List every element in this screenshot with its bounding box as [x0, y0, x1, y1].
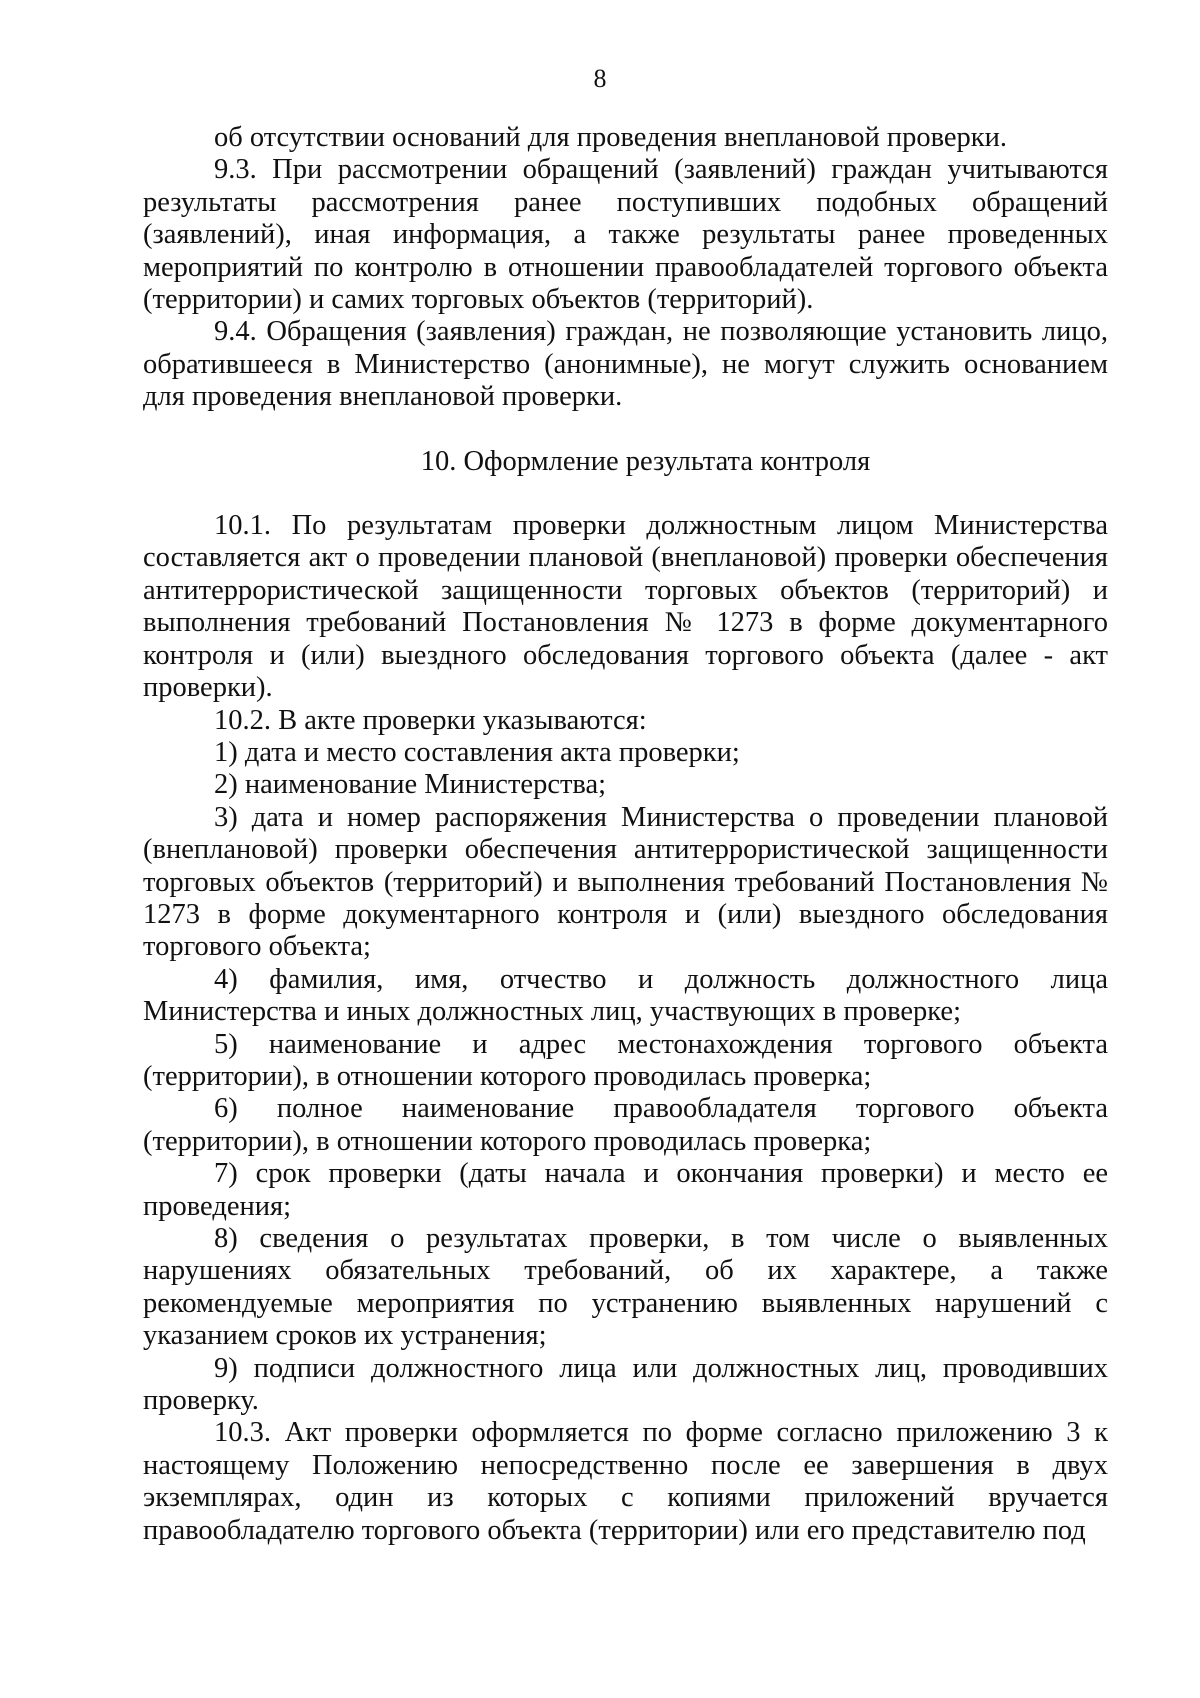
list-item-8: 8) сведения о результатах проверки, в том числе о выявленных нарушениях обязательных требований, об их характере, а также рекомендуемые мероприятия по устранению выявленных нарушений с указанием сроков их устранения;	[143, 1223, 1108, 1352]
list-item-3: 3) дата и номер распоряжения Министерства о проведении плановой (внеплановой) проверки обеспечения антитеррористической защищенности торговых объектов (территорий) и выполнения требований Постановления № 1273 в форме документарного контроля и (или) выездного обследования торгового объекта;	[143, 801, 1108, 963]
list-item-6: 6) полное наименование правообладателя торгового объекта (территории), в отношении которого проводилась проверка;	[143, 1093, 1108, 1157]
paragraph-9-4: 9.4. Обращения (заявления) граждан, не позволяющие установить лицо, обратившееся в Министерство (анонимные), не могут служить основанием для проведения внеплановой проверки.	[143, 316, 1108, 413]
list-item-2: 2) наименование Министерства;	[214, 769, 607, 801]
paragraph-10-1: 10.1. По результатам проверки должностным лицом Министерства составляется акт о проведении плановой (внеплановой) проверки обеспечения антитеррористической защищенности торговых объектов (территорий) и выполнения требований Постановления № 1273 в форме документарного контроля и (или) выездного обследования торгового объекта (далее - акт проверки).	[143, 510, 1108, 704]
paragraph-10-2: 10.2. В акте проверки указываются:	[214, 704, 647, 736]
section-heading: 10. Оформление результата контроля	[420, 445, 871, 477]
paragraph-10-3: 10.3. Акт проверки оформляется по форме согласно приложению 3 к настоящему Положению непосредственно после ее завершения в двух экземплярах, один из которых с копиями приложений вручается правообладателю торгового объекта (территории) или его представителю под	[143, 1417, 1108, 1546]
list-item-9: 9) подписи должностного лица или должностных лиц, проводивших проверку.	[143, 1352, 1108, 1417]
list-item-5: 5) наименование и адрес местонахождения торгового объекта (территории), в отношении которого проводилась проверка;	[143, 1028, 1108, 1092]
page-number: 8	[593, 64, 607, 93]
list-item-7: 7) срок проверки (даты начала и окончания проверки) и место ее проведения;	[143, 1158, 1108, 1222]
list-item-4: 4) фамилия, имя, отчество и должность должностного лица Министерства и иных должностных лиц, участвующих в проверке;	[143, 963, 1108, 1028]
document-body	[143, 122, 1108, 1547]
paragraph-continuation: об отсутствии оснований для проведения внеплановой проверки.	[214, 122, 1007, 153]
list-item-1: 1) дата и место составления акта проверки;	[214, 736, 740, 768]
paragraph-9-3: 9.3. При рассмотрении обращений (заявлений) граждан учитываются результаты рассмотрения ранее поступивших подобных обращений (заявлений), иная информация, а также результаты ранее проведенных мероприятий по контролю в отношении правообладателей торгового объекта (территории) и самих торговых объектов (территорий).	[143, 154, 1108, 316]
